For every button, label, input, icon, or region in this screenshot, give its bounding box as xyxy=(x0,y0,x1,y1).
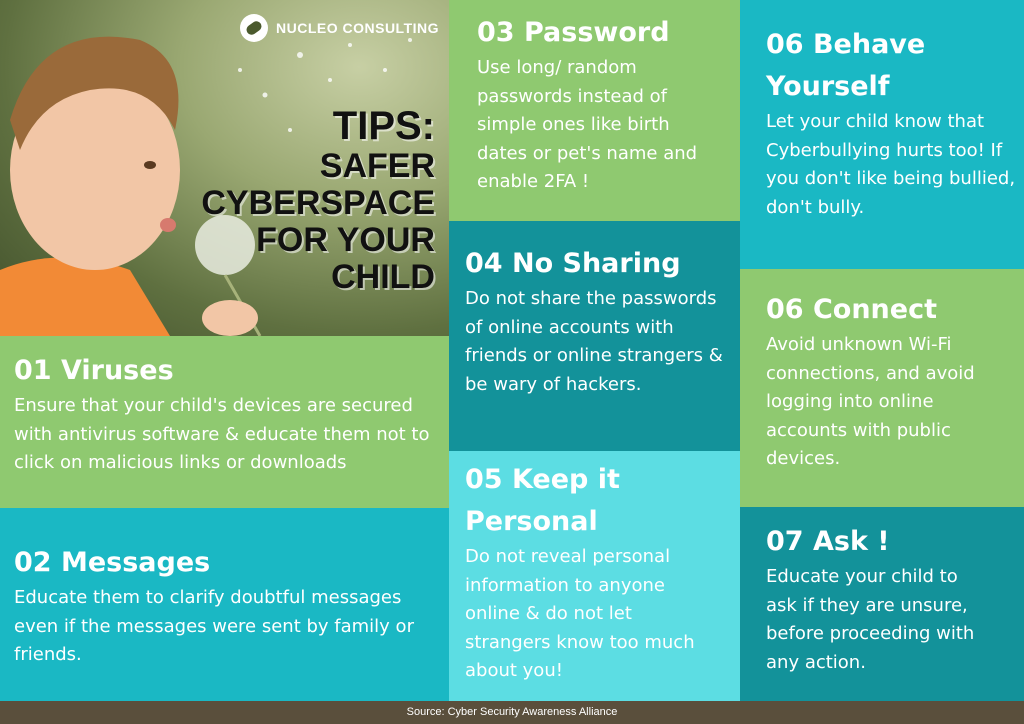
tip-body: Educate them to clarify doubtful messages even if the messages were sent by family or friends. xyxy=(14,587,414,665)
tip-body: Use long/ random passwords instead of simple ones like birth dates or pet's name and enable 2FA ! xyxy=(477,57,698,192)
tip-title: 06 Connect xyxy=(766,294,938,325)
tip-card-no-sharing xyxy=(449,221,740,451)
tip-title: 07 Ask ! xyxy=(766,526,890,557)
tip-card-password xyxy=(449,0,740,221)
headline xyxy=(201,104,435,296)
tip-body: Let your child know that Cyberbullying hurts too! If you don't like being bullied, don't bully. xyxy=(766,111,1016,218)
source-footer: Source: Cyber Security Awareness Alliance xyxy=(0,701,1024,724)
headline-line-1: TIPS: xyxy=(332,104,435,148)
tip-title: 06 Behave Yourself xyxy=(766,29,926,102)
tip-card-ask xyxy=(740,507,1024,701)
tip-title: 05 Keep it Personal xyxy=(465,464,620,537)
tip-body: Do not share the passwords of online accounts with friends or online strangers & be wary of hackers. xyxy=(465,288,723,395)
tip-title: 03 Password xyxy=(477,17,670,48)
headline-line-4: FOR YOUR xyxy=(256,221,435,259)
headline-line-2: SAFER xyxy=(319,147,435,185)
nucleo-logo-icon xyxy=(240,14,268,42)
hero-photo xyxy=(0,0,449,336)
tip-body: Do not reveal personal information to anyone online & do not let strangers know too much about you! xyxy=(465,546,695,681)
tip-body: Ensure that your child's devices are secured with antivirus software & educate them not to click on malicious links or downloads xyxy=(14,395,430,473)
tip-card-connect xyxy=(740,269,1024,507)
tip-title: 01 Viruses xyxy=(14,355,174,386)
tip-title: 02 Messages xyxy=(14,547,211,578)
brand-name: NUCLEO CONSULTING xyxy=(276,20,440,36)
tip-card-messages xyxy=(0,508,449,701)
tip-body: Avoid unknown Wi-Fi connections, and avoid logging into online accounts with public devices. xyxy=(766,334,975,469)
headline-line-3: CYBERSPACE xyxy=(201,184,435,222)
tip-card-viruses xyxy=(0,336,449,508)
tip-title: 04 No Sharing xyxy=(465,248,681,279)
tip-card-keep-it-personal xyxy=(449,451,740,701)
tip-body: Educate your child to ask if they are unsure, before proceeding with any action. xyxy=(766,566,975,673)
headline-line-5: CHILD xyxy=(331,258,435,296)
tip-card-behave-yourself xyxy=(740,0,1024,269)
brand-logo xyxy=(240,14,439,42)
